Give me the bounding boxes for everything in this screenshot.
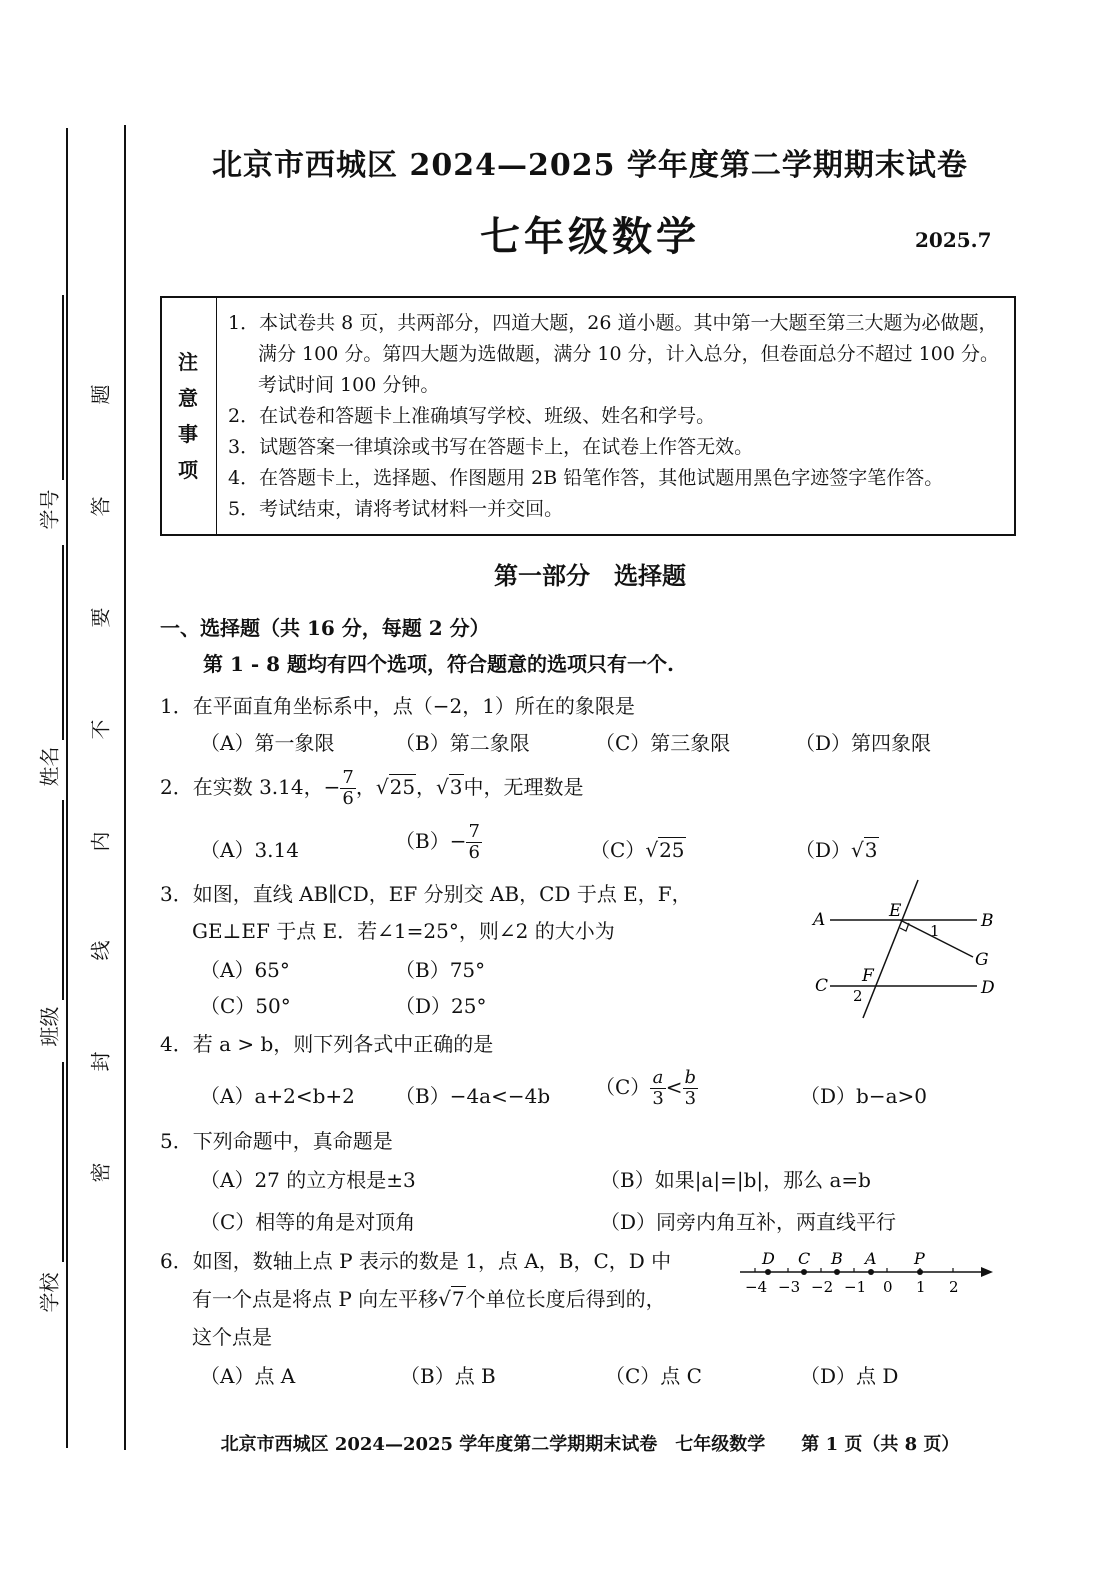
q2-option-a: （A）3.14 — [200, 838, 299, 862]
label-point-b: B — [831, 1249, 843, 1268]
exam-date: 2025.7 — [915, 228, 992, 252]
q3-option-c: （C）50° — [200, 994, 291, 1018]
part-title: 第一部分 选择题 — [494, 561, 686, 590]
q6-option-c: （C）点 C — [605, 1364, 702, 1388]
q6-option-d: （D）点 D — [800, 1364, 899, 1388]
label-point-a: A — [865, 1249, 877, 1268]
label-angle-1: 1 — [930, 922, 940, 940]
point-p — [917, 1269, 923, 1275]
q3-line2: GE⊥EF 于点 E．若∠1=25°，则∠2 的大小为 — [192, 919, 615, 943]
seal-char-1: 题 — [88, 384, 113, 405]
notice-box — [160, 296, 1016, 536]
page-footer: 北京市西城区 2024—2025 学年度第二学期期末试卷 七年级数学 第 1 页（共 8 页） — [220, 1434, 960, 1455]
q4-option-b: （B）−4a<−4b — [395, 1084, 551, 1108]
section-note: 第 1 - 8 题均有四个选项，符合题意的选项只有一个. — [203, 652, 674, 676]
seal-char-3: 要 — [88, 607, 113, 628]
point-d — [765, 1269, 771, 1275]
school-label: 学校 — [37, 1272, 62, 1313]
school-underline — [62, 1062, 64, 1262]
label-f: F — [862, 966, 874, 986]
q1-option-a: （A）第一象限 — [200, 731, 335, 755]
exam-title: 北京市西城区 2024—2025 学年度第二学期期末试卷 — [212, 148, 968, 183]
label-e: E — [889, 901, 902, 921]
label-g: G — [975, 950, 989, 970]
q5-option-c: （C）相等的角是对顶角 — [200, 1210, 416, 1234]
student-id-label: 学号 — [37, 489, 62, 530]
tick-label: −2 — [811, 1278, 834, 1296]
label-a: A — [813, 910, 826, 930]
label-d: D — [981, 978, 995, 998]
q3-line1: 3．如图，直线 AB∥CD，EF 分别交 AB，CD 于点 E，F， — [160, 882, 692, 906]
q5-option-a: （A）27 的立方根是±3 — [200, 1168, 416, 1192]
q4-option-a: （A）a+2<b+2 — [200, 1084, 355, 1108]
q1-stem: 1．在平面直角坐标系中，点（−2，1）所在的象限是 — [160, 694, 635, 718]
label-c: C — [815, 976, 829, 996]
q5-option-b: （B）如果|a|=|b|，那么 a=b — [600, 1168, 871, 1192]
q4-option-d: （D）b−a>0 — [800, 1084, 928, 1108]
label-b: B — [981, 911, 994, 931]
binding-line-inner — [124, 125, 126, 1450]
point-a — [868, 1269, 874, 1275]
point-b — [834, 1269, 840, 1275]
q4-option-c: （C） $\frac{a}{3}$ < $\frac{b}{3}$ — [595, 1067, 697, 1109]
q3-figure — [805, 870, 1010, 1030]
notice-item: 3．试题答案一律填涂或书写在答题卡上，在试卷上作答无效。 — [228, 436, 754, 458]
q4-stem: 4．若 a > b，则下列各式中正确的是 — [160, 1032, 494, 1056]
tick-label: −4 — [745, 1278, 768, 1296]
seal-char-6: 线 — [88, 940, 113, 961]
exam-subtitle: 七年级数学 — [480, 213, 700, 260]
name-underline — [62, 545, 64, 740]
tick-label: −3 — [778, 1278, 801, 1296]
q1-option-b: （B）第二象限 — [395, 731, 530, 755]
seal-char-7: 封 — [88, 1051, 113, 1072]
tick-label: 1 — [916, 1278, 926, 1296]
notice-heading: 注 意 事 项 — [162, 298, 217, 534]
label-angle-2: 2 — [853, 987, 863, 1005]
q5-option-d: （D）同旁内角互补，两直线平行 — [600, 1210, 897, 1234]
notice-item: 2．在试卷和答题卡上准确填写学校、班级、姓名和学号。 — [228, 405, 716, 427]
tick-label: 0 — [883, 1278, 893, 1296]
q6-line2: 有一个点是将点 P 向左平移√7个单位长度后得到的， — [192, 1287, 666, 1311]
q2-stem: 2．在实数 3.14，− $\frac{7}{6}$ ，√25，√3中，无理数是 — [160, 767, 584, 809]
tick-label: 2 — [949, 1278, 959, 1296]
axis-arrow — [981, 1267, 993, 1277]
name-label: 姓名 — [37, 746, 62, 787]
seal-char-4: 不 — [88, 719, 113, 740]
q3-option-d: （D）25° — [395, 994, 487, 1018]
q6-line1: 6．如图，数轴上点 P 表示的数是 1，点 A，B，C，D 中 — [160, 1249, 672, 1273]
section-title: 一、选择题（共 16 分，每题 2 分） — [160, 616, 490, 640]
q6-line3: 这个点是 — [192, 1325, 272, 1349]
seal-char-8: 密 — [88, 1162, 113, 1183]
q3-option-b: （B）75° — [395, 958, 486, 982]
q2-option-d: （D）√3 — [795, 838, 878, 862]
point-c — [801, 1269, 807, 1275]
seal-char-5: 内 — [88, 831, 113, 852]
notice-list — [228, 308, 1004, 525]
label-point-p: P — [914, 1249, 925, 1268]
class-label: 班级 — [37, 1006, 62, 1047]
q1-option-d: （D）第四象限 — [795, 731, 932, 755]
notice-item: 4．在答题卡上，选择题、作图题用 2B 铅笔作答，其他试题用黑色字迹签字笔作答。 — [228, 467, 944, 489]
student-id-underline — [62, 295, 64, 480]
label-point-c: C — [798, 1249, 811, 1268]
notice-item: 5．考试结束，请将考试材料一并交回。 — [228, 498, 564, 520]
seal-char-2: 答 — [88, 496, 113, 517]
q6-option-b: （B）点 B — [400, 1364, 496, 1388]
q6-number-line — [735, 1242, 1000, 1302]
notice-item: 1．本试卷共 8 页，共两部分，四道大题，26 道小题。其中第一大题至第三大题为必做题，满分 100 分。第四大题为选做题，满分 10 分，计入总分，但卷面总分不超过 100 分。考试时间 100 分钟。 — [228, 312, 999, 396]
q3-option-a: （A）65° — [200, 958, 290, 982]
q2-fraction: $\frac{7}{6}$ — [342, 767, 354, 809]
class-underline — [62, 800, 64, 1000]
q5-stem: 5．下列命题中，真命题是 — [160, 1129, 393, 1153]
q1-option-c: （C）第三象限 — [595, 731, 731, 755]
label-point-d: D — [762, 1249, 775, 1268]
tick-label: −1 — [844, 1278, 867, 1296]
q6-option-a: （A）点 A — [200, 1364, 296, 1388]
q2-option-c: （C）√25 — [590, 838, 685, 862]
q2-option-b: （B）− $\frac{7}{6}$ — [395, 821, 480, 863]
